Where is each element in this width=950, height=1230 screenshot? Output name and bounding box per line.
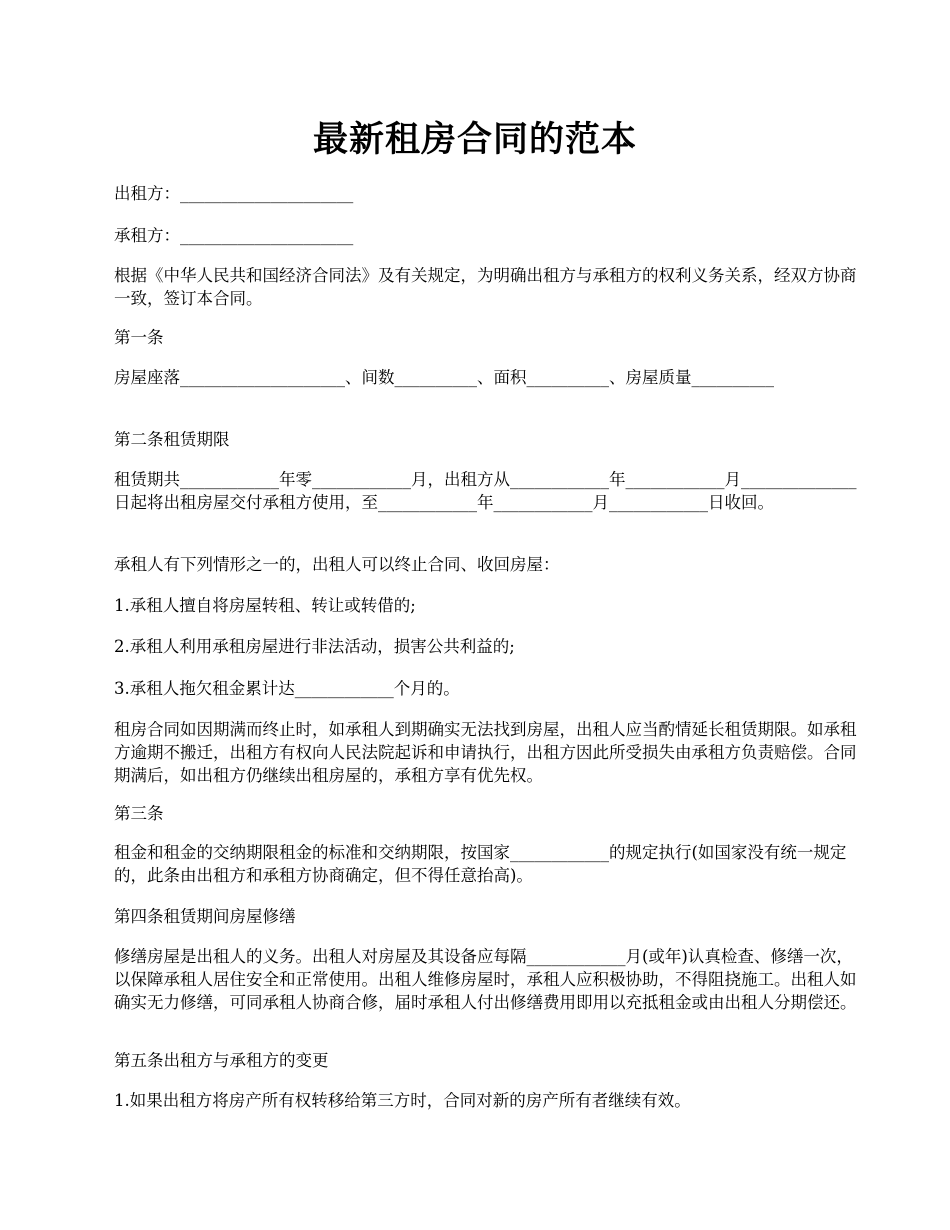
paragraph-property-details: 房屋座落____________________、间数__________、面积__________、房屋质量__________ <box>114 368 774 387</box>
paragraph-lessee: 承租方：_____________________ <box>114 226 354 245</box>
paragraph-termination-intro: 承租人有下列情形之一的，出租人可以终止合同、收回房屋： <box>114 555 560 574</box>
paragraph-preamble: 根据《中华人民共和国经济合同法》及有关规定，为明确出租方与承租方的权利义务关系，经双方协商一致，签订本合同。 <box>114 266 857 308</box>
paragraph-article-2-heading: 第二条租赁期限 <box>114 430 230 449</box>
paragraph-rent: 租金和租金的交纳期限租金的标准和交纳期限，按国家____________的规定执行(如国家没有统一规定的，此条由出租方和承租方协商确定，但不得任意抬高)。 <box>114 843 847 885</box>
paragraph-article-5-heading: 第五条出租方与承租方的变更 <box>114 1051 329 1070</box>
paragraph-termination-1: 1.承租人擅自将房屋转租、转让或转借的; <box>114 596 416 615</box>
paragraph-article-1-heading: 第一条 <box>114 328 164 347</box>
paragraph-article-4-heading: 第四条租赁期间房屋修缮 <box>114 907 296 926</box>
paragraph-article-3-heading: 第三条 <box>114 804 164 823</box>
document-title: 最新租房合同的范本 <box>312 119 637 160</box>
paragraph-transfer: 1.如果出租方将房产所有权转移给第三方时，合同对新的房产所有者继续有效。 <box>114 1091 691 1110</box>
paragraph-termination-2: 2.承租人利用承租房屋进行非法活动，损害公共利益的; <box>114 637 515 656</box>
paragraph-repairs: 修缮房屋是出租人的义务。出租人对房屋及其设备应每隔____________月(或年)认真检查、修缮一次，以保障承租人居住安全和正常使用。出租人维修房屋时，承租人应积极协助，不得阻挠施工。出租人如确实无力修缮，可同承租人协商合修，届时承租人付出修缮费用即用以充抵租金或由出租人分期偿还。 <box>114 947 857 1012</box>
paragraph-termination-3: 3.承租人拖欠租金累计达____________个月的。 <box>114 679 460 698</box>
paragraph-lessor: 出租方：_____________________ <box>114 184 354 203</box>
paragraph-lease-term: 租赁期共____________年零____________月，出租方从____________年____________月______________日起将出租房屋交付承租方使用，至____________年____________月____________日收回。 <box>114 470 857 512</box>
paragraph-expiry: 租房合同如因期满而终止时，如承租人到期确实无法找到房屋，出租人应当酌情延长租赁期限。如承租方逾期不搬迁，出租方有权向人民法院起诉和申请执行，出租方因此所受损失由承租方负责赔偿。合同期满后，如出租方仍继续出租房屋的，承租方享有优先权。 <box>114 720 857 785</box>
